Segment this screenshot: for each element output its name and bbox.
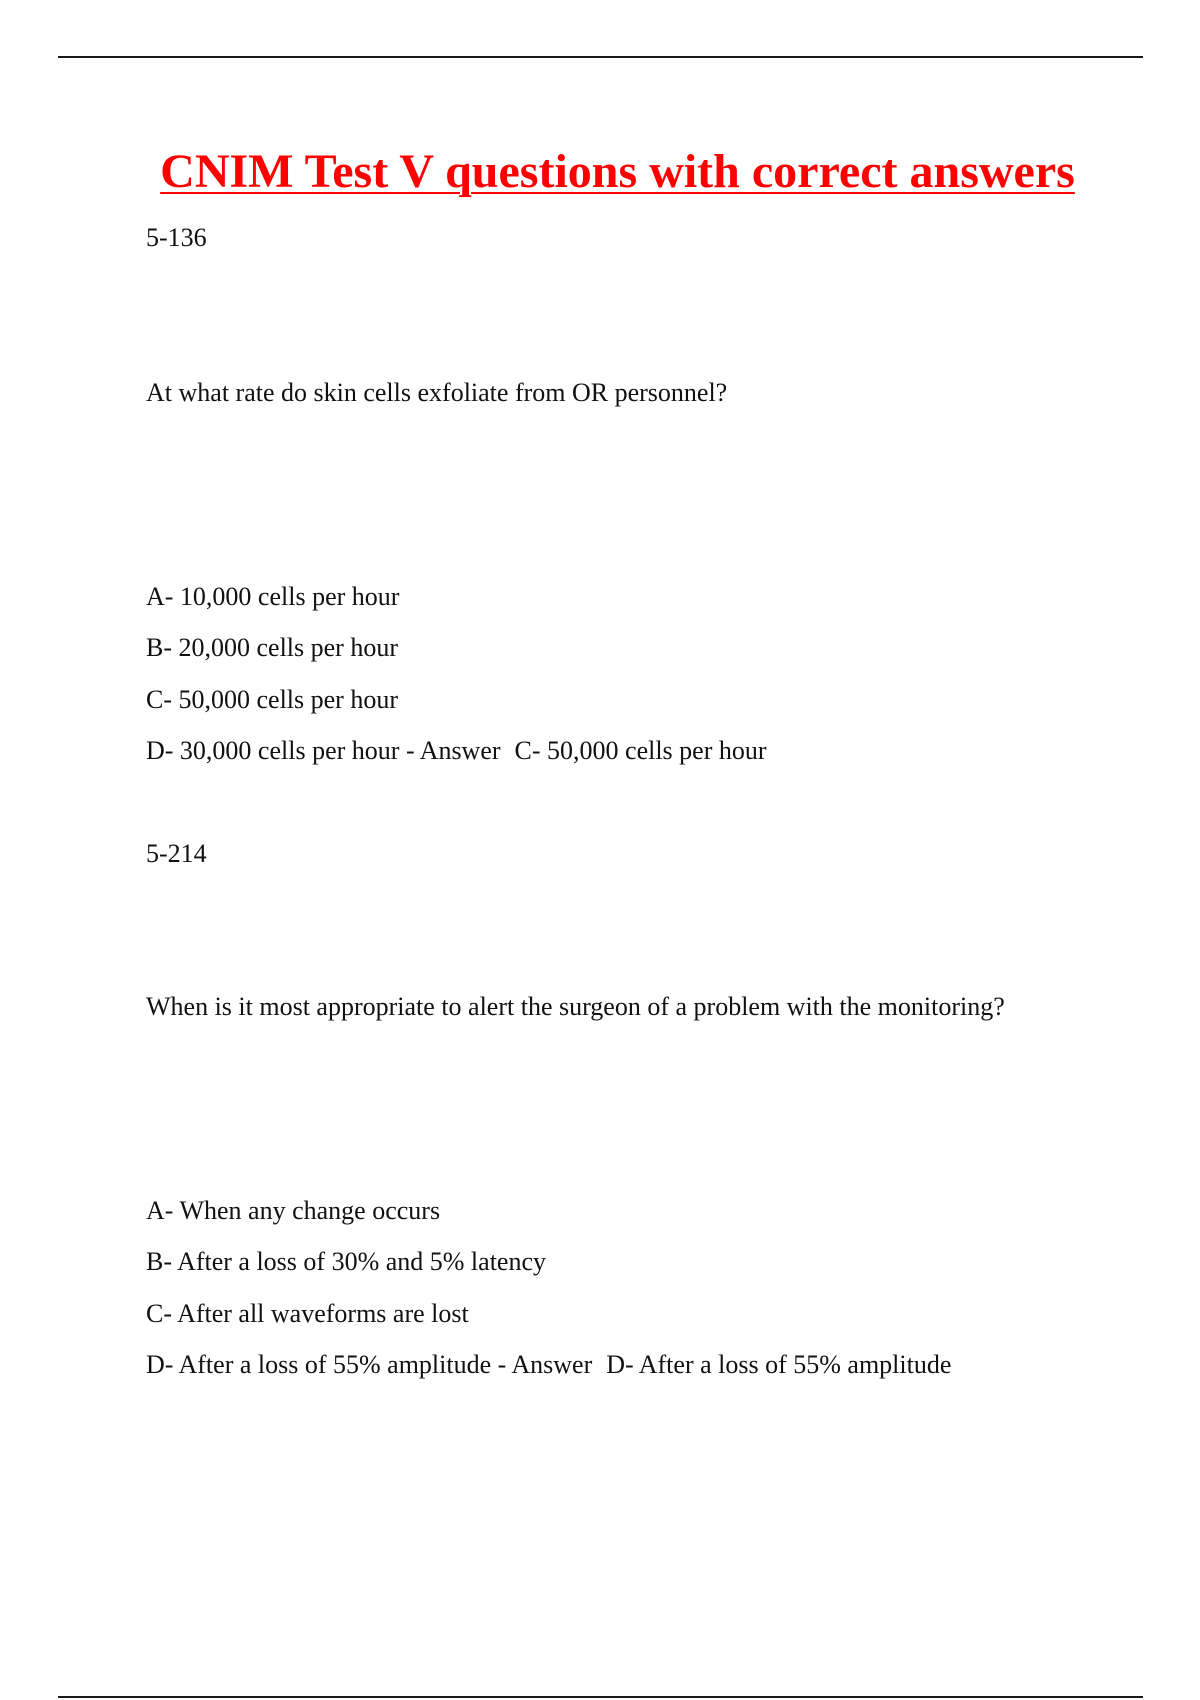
option-a: A- When any change occurs (146, 1196, 441, 1225)
correct-answer: C- 50,000 cells per hour (514, 736, 767, 765)
question-text: When is it most appropriate to alert the surgeon of a problem with the monitoring? (146, 992, 1005, 1021)
document-title: CNIM Test V questions with correct answers (160, 145, 1075, 198)
option-d: D- After a loss of 55% amplitude (146, 1350, 492, 1379)
option-b: B- After a loss of 30% and 5% latency (146, 1247, 547, 1276)
option-a: A- 10,000 cells per hour (146, 582, 400, 611)
answer-label: - Answer (497, 1350, 593, 1379)
question-number: 5-214 (146, 839, 207, 868)
answer-label: - Answer (405, 736, 501, 765)
top-divider (58, 56, 1143, 58)
option-d-with-answer (146, 1349, 951, 1381)
bottom-divider (58, 1696, 1143, 1698)
option-d: D- 30,000 cells per hour (146, 736, 400, 765)
option-c: C- After all waveforms are lost (146, 1299, 469, 1328)
question-text: At what rate do skin cells exfoliate from OR personnel? (146, 378, 728, 407)
option-b: B- 20,000 cells per hour (146, 633, 399, 662)
correct-answer: D- After a loss of 55% amplitude (606, 1350, 952, 1379)
option-c: C- 50,000 cells per hour (146, 685, 399, 714)
option-d-with-answer (146, 735, 767, 767)
question-number: 5-136 (146, 223, 207, 252)
